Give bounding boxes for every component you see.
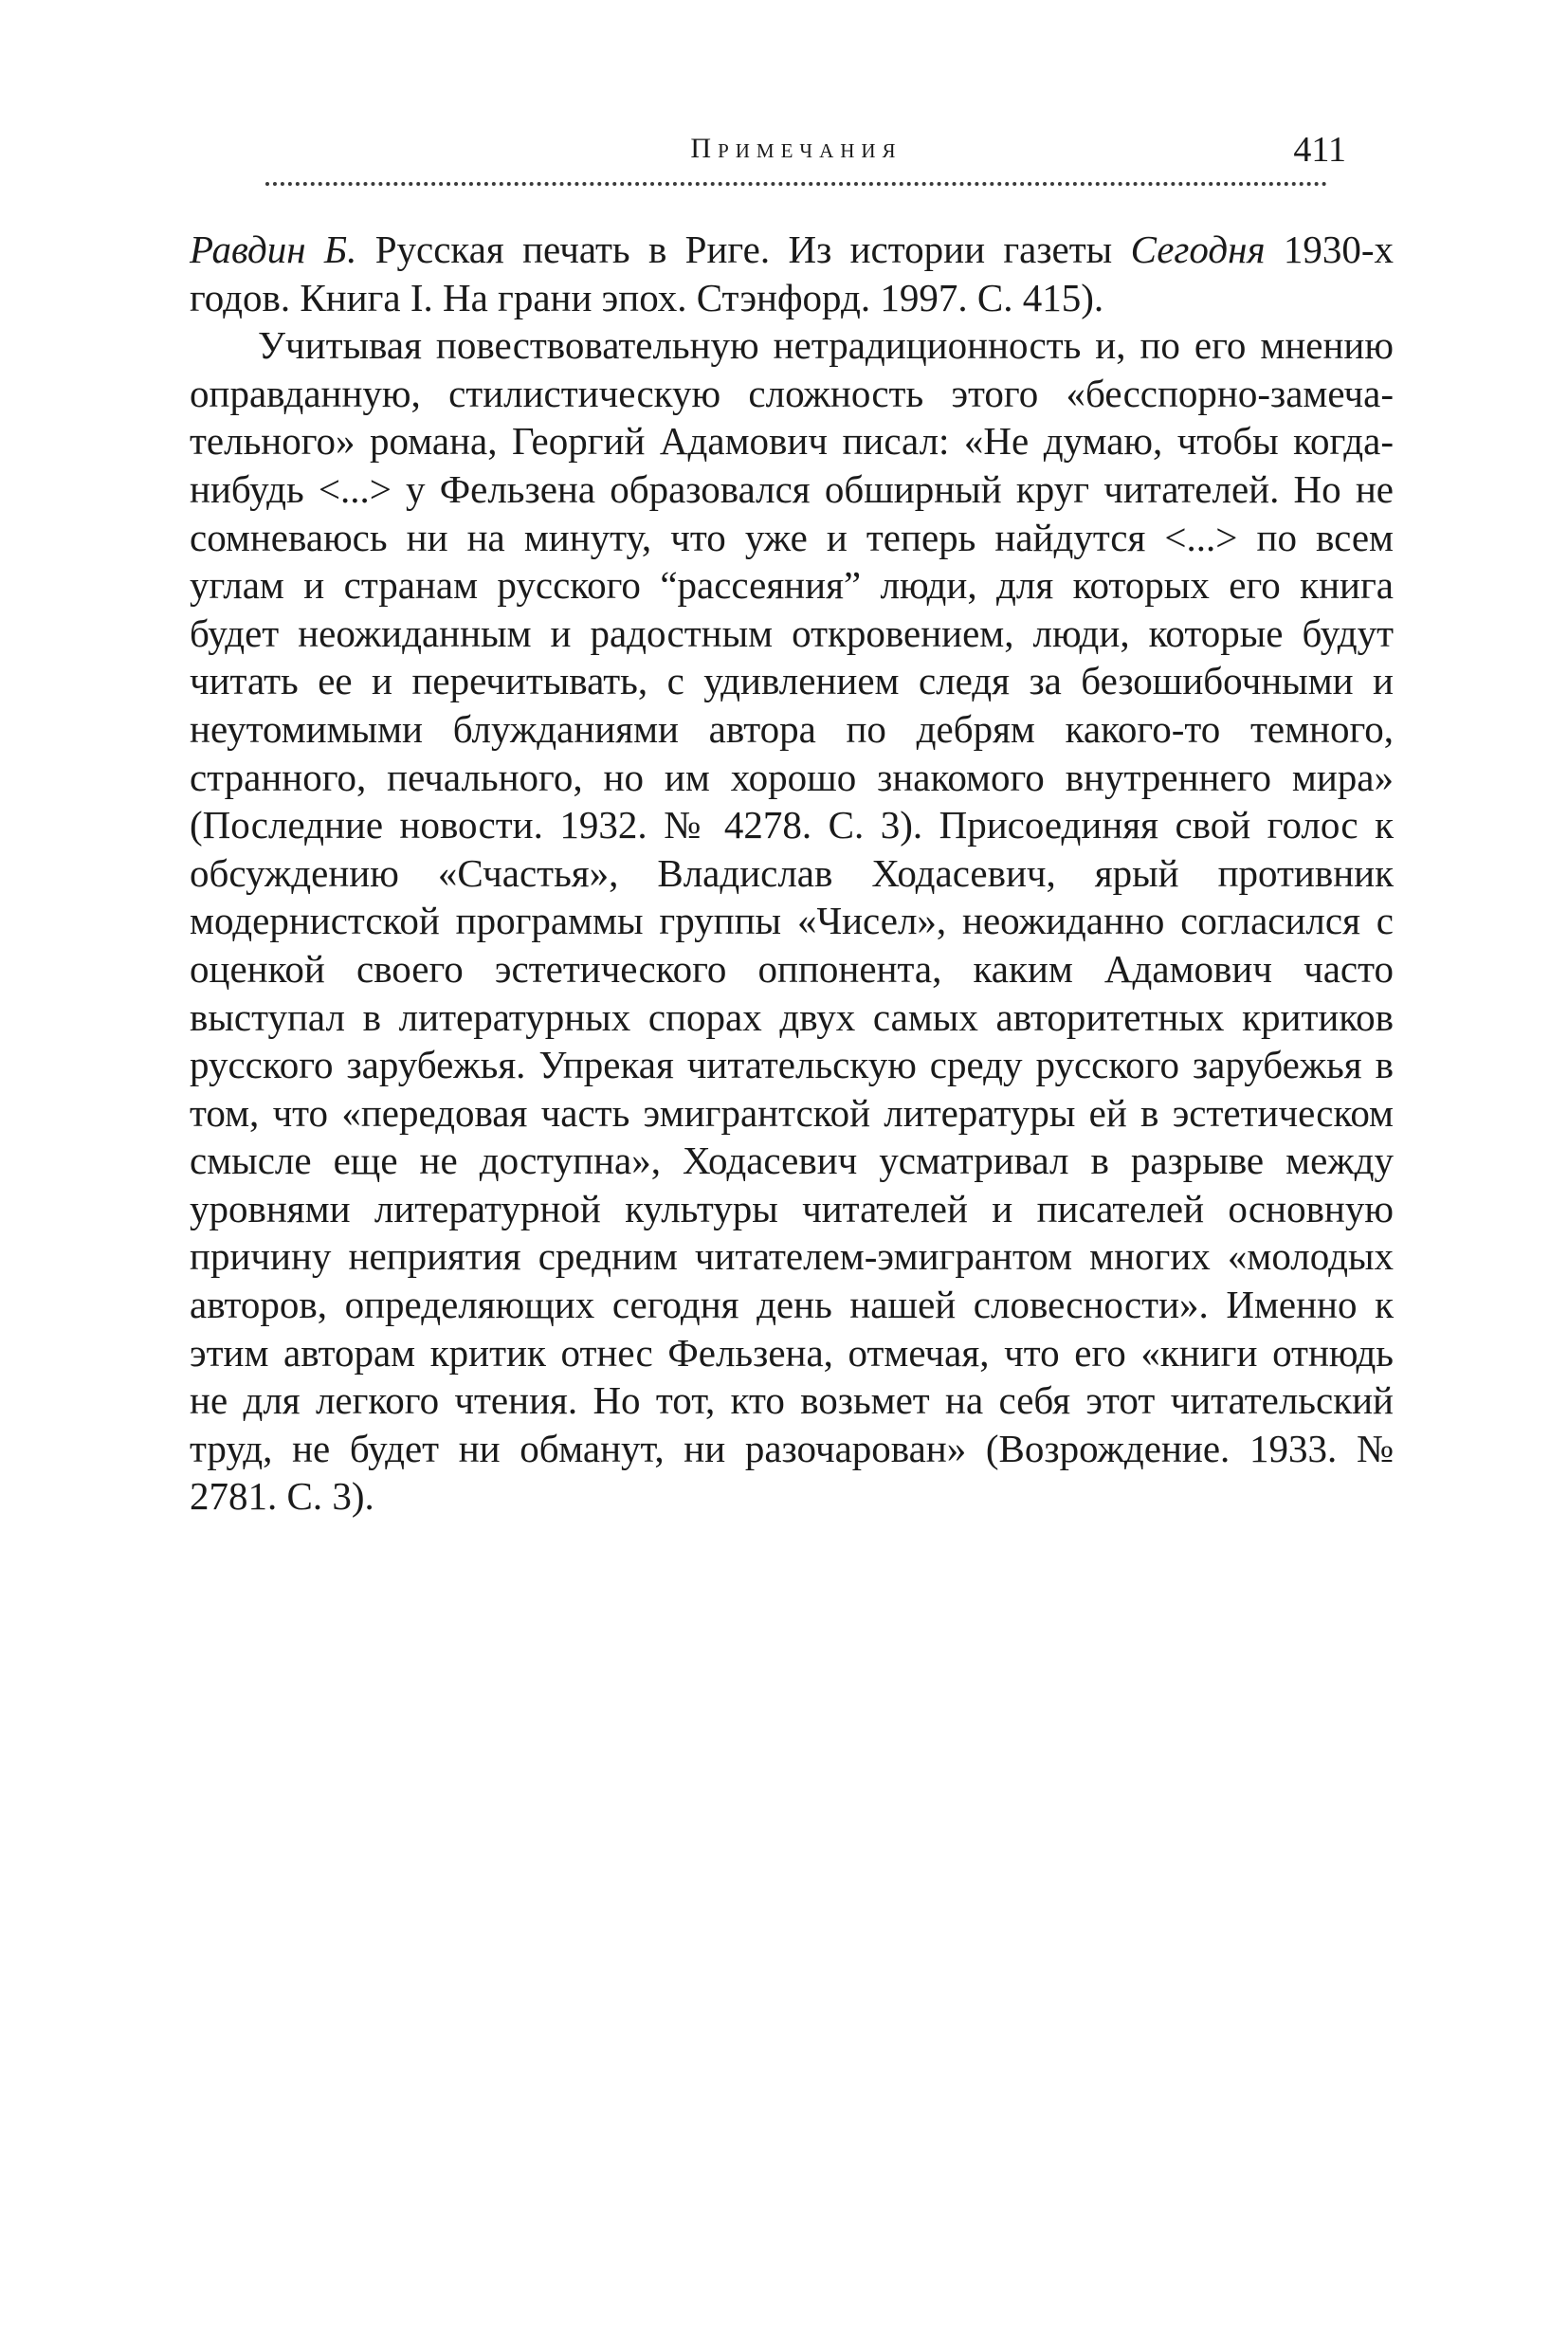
page-number: 411	[1293, 130, 1346, 170]
paragraph-main: Учитывая повествовательную нетрадиционность и, по его мнению оправданную, стилистическую сложность этого «бесспорно-замечательного» романа, Георгий Адамович писал: «Не думаю, чтобы когда-нибудь <...> у Фельзена образовался обширный круг читателей. Но не сомневаюсь ни на минуту, что уже и теперь найдутся <...> по всем углам и странам русского “рассеяния” люди, для которых его книга будет неожиданным и радостным откровением, люди, которые будут читать ее и перечитывать, с удивлением следя за безошибочными и неутомимыми блужданиями автора по дебрям какого-то темного, странного, печального, но им хорошо знакомого внутреннего мира» (Последние новости. 1932. № 4278. С. 3). Присоединяя свой голос к обсуждению «Счастья», Владислав Ходасевич, ярый противник модернистской программы группы «Чисел», неожиданно согласился с оценкой своего эстетического оппонента, каким Адамович часто выступал в литературных спорах двух самых авторитетных критиков русского зарубежья. Упрекая читательскую среду русского зарубежья в том, что «передовая часть эмигрантской литературы ей в эстетическом смысле еще не доступна», Ходасевич усматривал в разрыве между уровнями литературной культуры читателей и писателей основную причину неприятия средним читателем-эмигрантом многих «молодых авторов, определяющих сегодня день нашей словесности». Именно к этим авторам критик отнес Фельзена, отмечая, что его «книги отнюдь не для легкого чтения. Но тот, кто возьмет на себя этот читательский труд, не будет ни обманут, ни разочарован» (Возрождение. 1933. № 2781. С. 3).	[190, 323, 1394, 1519]
citation-newspaper: Сегодня	[1130, 228, 1266, 271]
citation-text-b: 1930-х годов. Книга I. На грани эпох. Стэнфорд. 1997. С. 415).	[190, 228, 1394, 319]
running-title: Примечания	[690, 133, 903, 164]
page-body	[190, 226, 1394, 1521]
citation-author: Равдин Б.	[190, 228, 357, 271]
citation-text-a: Русская печать в Риге. Из истории газеты	[356, 228, 1131, 271]
header-dotted-rule	[265, 182, 1327, 186]
paragraph-citation	[190, 226, 1394, 321]
running-header	[265, 123, 1346, 180]
